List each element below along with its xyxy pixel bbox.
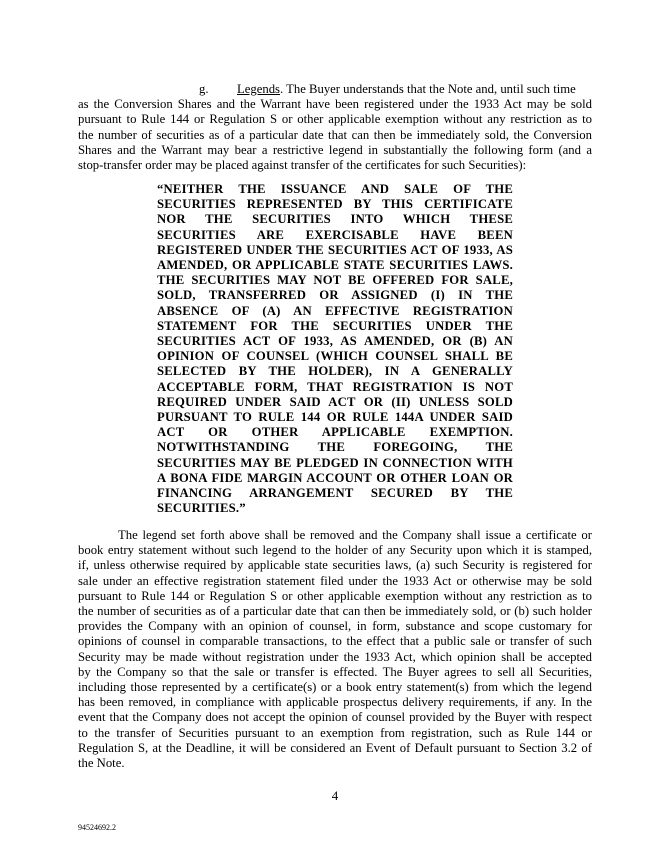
legend-line: SECURITIES MAY BE PLEDGED IN CONNECTION WITH [157,455,513,470]
removal-line: pursuant to Rule 144 or Regulation S or other applicable exemption without any restriction as to [78,588,592,603]
intro-line: The Buyer understands that the Note and, until such time [286,82,576,96]
legend-line: AMENDED, OR APPLICABLE STATE SECURITIES LAWS. [157,258,513,273]
removal-line: if, unless otherwise required by applicable state securities laws, (a) such Security is registered for [78,558,592,573]
legend-line: OPINION OF COUNSEL (WHICH COUNSEL SHALL BE [157,349,513,364]
legend-line: ACCEPTABLE FORM, THAT REGISTRATION IS NOT [157,379,513,394]
removal-line: book entry statement without such legend to the holder of any Security upon which it is stamped, [78,543,592,558]
legend-line: PURSUANT TO RULE 144 OR RULE 144A UNDER SAID [157,410,513,425]
legend-removal-paragraph [78,528,592,771]
legend-line: “NEITHER THE ISSUANCE AND SALE OF THE [157,182,513,196]
legend-line: NOTWITHSTANDING THE FOREGOING, THE [157,440,513,455]
restrictive-legend [157,182,513,516]
legend-line: SECURITIES.” [157,501,246,516]
section-marker: g. [199,82,209,96]
legend-line: FINANCING ARRANGEMENT SECURED BY THE [157,486,513,501]
legend-line: THE SECURITIES MAY NOT BE OFFERED FOR SALE, [157,273,513,288]
section-heading: Legends [237,82,280,96]
legend-line: SECURITIES ACT OF 1933, AS AMENDED, OR (B) AN [157,334,513,349]
removal-line: opinions of counsel in comparable transactions, to the effect that a public sale or transfer of such [78,634,592,649]
legend-line: STATEMENT FOR THE SECURITIES UNDER THE [157,318,513,333]
removal-line: to the transfer of Securities pursuant to an exemption from registration, such as Rule 144 or [78,725,592,740]
document-id: 94524692.2 [78,823,116,832]
removal-line: The legend set forth above shall be removed and the Company shall issue a certificate or [118,528,592,542]
intro-line: pursuant to Rule 144 or Regulation S or other applicable exemption without any restriction as to [78,112,592,127]
legend-line: A BONA FIDE MARGIN ACCOUNT OR OTHER LOAN OR [157,470,513,485]
legend-line: NOR THE SECURITIES INTO WHICH THESE [157,212,513,227]
legend-line: SECURITIES ARE EXERCISABLE HAVE BEEN [157,227,513,242]
legend-line: SELECTED BY THE HOLDER), IN A GENERALLY [157,364,513,379]
legend-line: REQUIRED UNDER SAID ACT OR (II) UNLESS SOLD [157,394,513,409]
intro-line: stop-transfer order may be placed against transfer of the certificates for such Securities): [78,158,527,173]
intro-line: Shares and the Warrant may bear a restrictive legend in substantially the following form (and a [78,142,592,157]
section-g-paragraph [78,82,592,173]
removal-line: sale under an effective registration statement filed under the 1933 Act or otherwise may be sold [78,573,592,588]
intro-line: as the Conversion Shares and the Warrant have been registered under the 1933 Act may be sold [78,97,592,112]
removal-line: by the Company so that the sale or transfer is effected. The Buyer agrees to sell all Securities, [78,664,592,679]
legend-line: SOLD, TRANSFERRED OR ASSIGNED (I) IN THE [157,288,513,303]
removal-line: the Note. [78,756,125,771]
intro-line: the number of securities as of a particular date that can then be immediately sold, the Conversion [78,127,592,142]
removal-line: has been removed, in compliance with applicable prospectus delivery requirements, if any. In the [78,695,592,710]
removal-line: the number of securities as of a particular date that can then be immediately sold, or (b) such holder [78,604,592,619]
section-g-first-line: g. Legends. The Buyer understands that the Note and, until such time [199,82,576,96]
legend-line: ABSENCE OF (A) AN EFFECTIVE REGISTRATION [157,303,513,318]
legend-line: SECURITIES REPRESENTED BY THIS CERTIFICATE [157,197,513,212]
removal-line: event that the Company does not accept the opinion of counsel provided by the Buyer with respect [78,710,592,725]
removal-line: Security may be made without registration under the 1933 Act, which opinion shall be accepted [78,649,592,664]
page-number: 4 [331,788,339,803]
legend-line: REGISTERED UNDER THE SECURITIES ACT OF 1933, AS [157,242,513,257]
removal-line: provides the Company with an opinion of counsel, in form, substance and scope customary for [78,619,592,634]
removal-line: including those represented by a certificate(s) or a book entry statement(s) from which the legend [78,680,592,695]
removal-line: Regulation S, at the Deadline, it will be considered an Event of Default pursuant to Section 3.2 of [78,740,592,755]
legend-line: ACT OR OTHER APPLICABLE EXEMPTION. [157,425,513,440]
